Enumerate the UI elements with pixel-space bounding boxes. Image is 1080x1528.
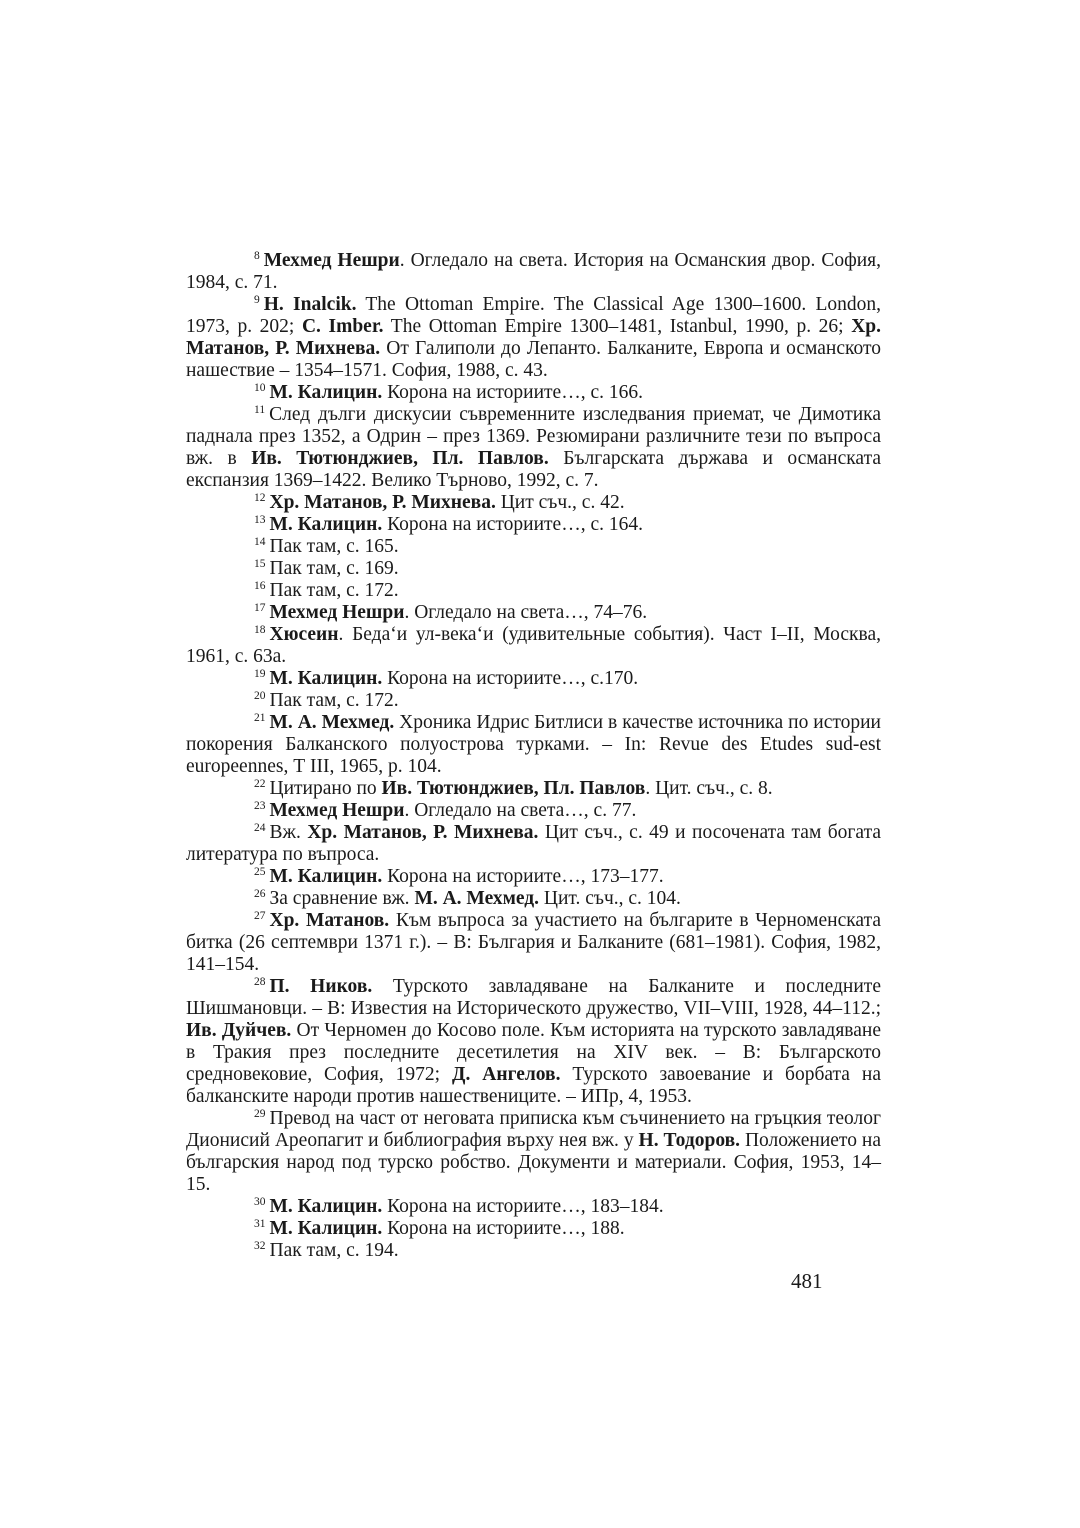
endnote-author: H. Inalcik. [263,294,357,315]
endnote-29 [186,1108,881,1196]
endnote-text: Корона на историите…, 188. [382,1218,625,1239]
endnote-13 [186,514,881,536]
endnote-number: 24 [254,822,266,834]
endnote-14 [186,536,881,558]
endnote-number: 9 [254,294,260,306]
endnote-author: Хр. Матанов, Р. Михнева. [307,822,539,843]
endnote-20 [186,690,881,712]
endnote-text: Превод на част от неговата приписка към съчинението на гръцкия теолог Дионисий Ареопагит и библиография върху нея вж. у [186,1108,881,1151]
endnote-number: 31 [254,1218,266,1230]
endnote-19 [186,668,881,690]
endnote-text: Турското завладяване на Балканите и последните Шишмановци. – В: Известия на Историческото дружество, VII–VIII, 1928, 44–112.; [186,976,881,1019]
endnote-text: The Ottoman Empire. The Classical Age 1300–1600. London, 1973, p. 202; [186,294,881,337]
endnote-text: Корона на историите…, 173–177. [382,866,664,887]
endnote-text: Корона на историите…, с. 166. [382,382,643,403]
endnote-30 [186,1196,881,1218]
endnote-author: Хр. Матанов, Р. Михнева. [186,316,882,359]
endnote-text: Вж. [269,822,308,843]
endnote-text: . Огледало на света…, с. 77. [404,800,637,821]
endnote-author: М. Калицин. [269,1218,383,1239]
endnote-number: 29 [254,1108,266,1120]
endnote-15 [186,558,881,580]
endnote-8 [186,250,881,294]
endnote-author: Ив. Дуйчев. [186,1020,292,1041]
endnote-number: 26 [254,888,266,900]
endnote-author: П. Ников. [269,976,373,997]
endnote-text: Турското завоевание и борбата на балканските народи против нашествениците. – ИПр, 4, 1953. [186,1064,881,1107]
endnote-author: Хюсеин [269,624,339,645]
endnote-number: 15 [254,558,266,570]
endnote-author: Мехмед Нешри [269,800,405,821]
endnote-number: 18 [254,624,266,636]
endnote-text: Цит съч., с. 49 и посочената там богата литература по въпроса. [186,822,881,865]
endnote-number: 13 [254,514,266,526]
endnote-number: 10 [254,382,266,394]
endnote-author: М. А. Мехмед. [269,712,395,733]
endnote-text: Корона на историите…, 183–184. [382,1196,664,1217]
endnote-text: Пак там, с. 165. [269,536,399,557]
endnote-26 [186,888,881,910]
endnotes-section [186,250,881,1262]
endnote-author: М. Калицин. [269,668,383,689]
endnote-text: . Огледало на света…, 74–76. [404,602,648,623]
endnote-18 [186,624,881,668]
endnote-text: Пак там, с. 169. [269,558,399,579]
endnote-text: Пак там, с. 172. [269,580,399,601]
endnote-text: От Черномен до Косово поле. Към историята на турското завладяване в Тракия през последните десетилетия на XIV век. – В: Българското средновековие, София, 1972; [186,1020,881,1085]
endnote-number: 8 [254,250,260,262]
endnote-17 [186,602,881,624]
endnote-16 [186,580,881,602]
endnote-text: За сравнение вж. [269,888,415,909]
endnote-author: C. Imber. [301,316,384,337]
endnote-10 [186,382,881,404]
endnote-number: 25 [254,866,266,878]
page-number: 481 [791,1269,823,1293]
endnote-number: 17 [254,602,266,614]
endnote-text: . Цит. съч., с. 8. [645,778,773,799]
endnote-author: Д. Ангелов. [452,1064,561,1085]
endnote-author: М. Калицин. [269,382,383,403]
endnote-9 [186,294,881,382]
endnote-text: Корона на историите…, с. 164. [382,514,643,535]
endnote-text: Към въпроса за участието на българите в Черноменската битка (26 септември 1371 г.). – В: България и Балканите (681–1981). София, 1982, 141–154. [186,910,881,975]
endnote-number: 30 [254,1196,266,1208]
endnote-text: Корона на историите…, с.170. [382,668,639,689]
endnote-author: Хр. Матанов, Р. Михнева. [269,492,496,513]
endnote-number: 14 [254,536,266,548]
endnote-author: Мехмед Нешри [269,602,405,623]
endnote-12 [186,492,881,514]
endnote-author: Хр. Матанов. [269,910,390,931]
endnote-text: След дълги дискусии съвременните изследвания приемат, че Димотика паднала през 1352, а Одрин – през 1369. Резюмирани различните тези по въпроса вж. в [186,404,881,469]
endnote-number: 27 [254,910,266,922]
endnote-author: Мехмед Нешри [263,250,400,271]
endnote-text: . Огледало на света. История на Османския двор. София, 1984, с. 71. [186,250,881,293]
endnote-23 [186,800,881,822]
endnote-31 [186,1218,881,1240]
endnote-text: Пак там, с. 172. [269,690,399,711]
endnote-author: М. Калицин. [269,1196,383,1217]
endnote-author: М. А. Мехмед. [414,888,540,909]
endnote-text: Пак там, с. 194. [269,1240,399,1261]
endnote-11 [186,404,881,492]
endnote-text: Хроника Идрис Битлиси в качестве источника по истории покорения Балканского полуострова турками. – In: Revue des Etudes sud-est europeennes, Т III, 1965, p. 104. [186,712,881,777]
endnote-number: 16 [254,580,266,592]
endnote-number: 32 [254,1240,266,1252]
endnote-text: Цит съч., с. 42. [495,492,625,513]
endnote-text: Българската държава и османската експанзия 1369–1422. Велико Търново, 1992, с. 7. [186,448,882,491]
endnote-21 [186,712,881,778]
endnote-number: 11 [254,404,266,416]
endnote-text: . Беда‘и ул-века‘и (удивительные события). Част I–II, Москва, 1961, с. 63а. [186,624,881,667]
endnote-text: От Галиполи до Лепанто. Балканите, Европа и османското нашествие – 1354–1571. София, 1988, с. 43. [186,338,881,381]
endnote-author: Н. Тодоров. [638,1130,740,1151]
endnote-32 [186,1240,881,1262]
endnote-24 [186,822,881,866]
endnote-number: 12 [254,492,266,504]
endnote-author: Ив. Тютюнджиев, Пл. Павлов. [251,448,549,469]
endnote-author: М. Калицин. [269,866,383,887]
endnote-number: 22 [254,778,266,790]
endnote-25 [186,866,881,888]
endnote-number: 28 [254,976,266,988]
endnote-text: The Ottoman Empire 1300–1481, Istanbul, 1990, p. 26; [383,316,852,337]
endnote-28 [186,976,881,1108]
endnote-author: М. Калицин. [269,514,383,535]
endnote-27 [186,910,881,976]
endnote-text: Цит. съч., с. 104. [539,888,681,909]
endnote-author: Ив. Тютюнджиев, Пл. Павлов [381,778,646,799]
endnote-number: 23 [254,800,266,812]
endnote-text: Цитирано по [269,778,382,799]
endnote-number: 19 [254,668,266,680]
endnote-number: 20 [254,690,266,702]
endnote-number: 21 [254,712,266,724]
endnote-22 [186,778,881,800]
endnote-text: Положението на българския народ под турско робство. Документи и материали. София, 1953, 14–15. [186,1130,881,1195]
